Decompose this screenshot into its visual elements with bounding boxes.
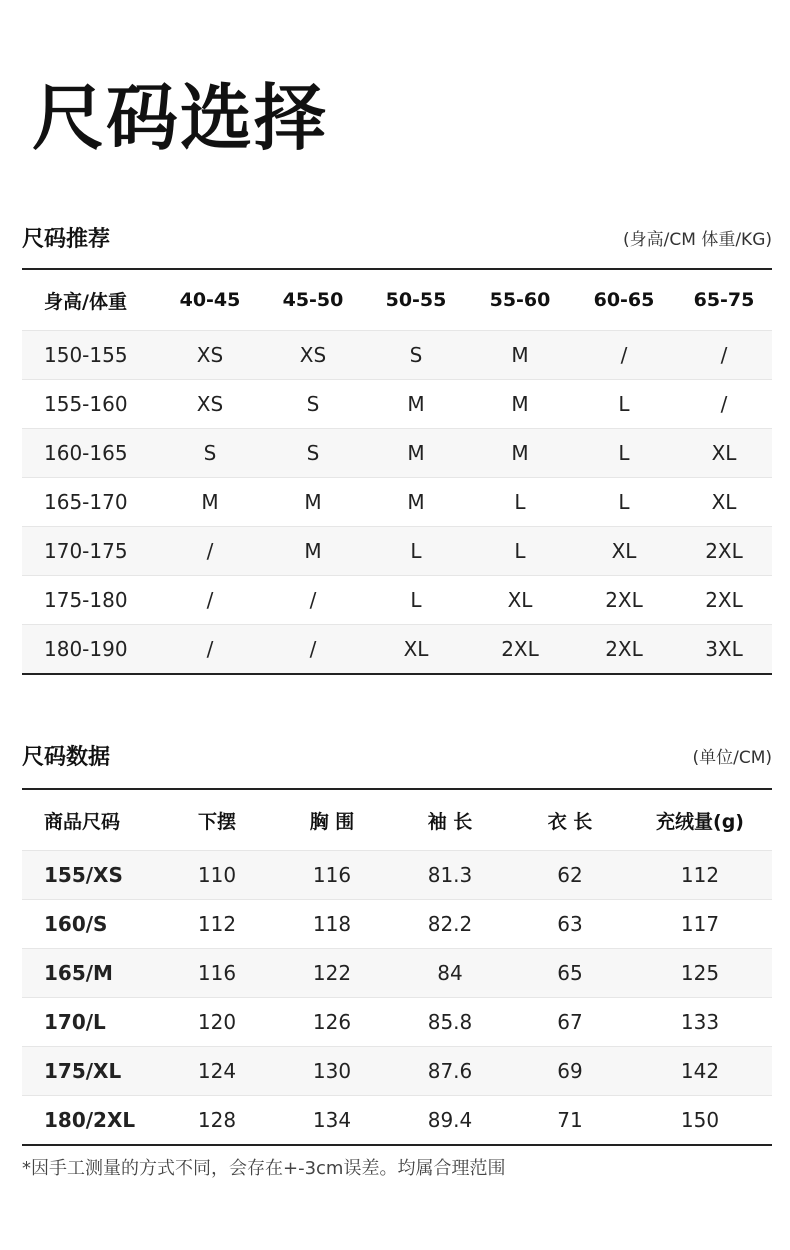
table-cell: S (262, 429, 364, 478)
table-cell: M (468, 429, 572, 478)
table-cell: L (364, 576, 468, 625)
measurement-footnote: *因手工测量的方式不同，会存在+-3cm误差。均属合理范围 (22, 1158, 506, 1179)
column-header: 60-65 (593, 289, 655, 311)
table-cell: 112 (158, 900, 276, 949)
table-cell: 116 (276, 851, 388, 900)
table-cell: 125 (628, 949, 772, 998)
table-cell: 116 (158, 949, 276, 998)
table-cell: XL (676, 478, 772, 527)
table-row (22, 900, 772, 949)
row-label: 180-190 (22, 625, 158, 675)
column-header: 商品尺码 (44, 810, 121, 833)
table-cell: 65 (512, 949, 628, 998)
row-label: 160/S (22, 900, 158, 949)
table-cell: 122 (276, 949, 388, 998)
row-label: 155-160 (22, 380, 158, 429)
row-label: 170-175 (22, 527, 158, 576)
row-label: 180/2XL (22, 1096, 158, 1146)
table-cell: 112 (628, 851, 772, 900)
table-cell: M (364, 429, 468, 478)
size-recommend-table (22, 268, 772, 675)
table-cell: 128 (158, 1096, 276, 1146)
table-cell: M (262, 527, 364, 576)
row-label: 175/XL (22, 1047, 158, 1096)
table-cell: 69 (512, 1047, 628, 1096)
table-cell: S (364, 331, 468, 380)
table-cell: / (676, 331, 772, 380)
table-cell: 130 (276, 1047, 388, 1096)
table-cell: 118 (276, 900, 388, 949)
table-cell: 67 (512, 998, 628, 1047)
size-data-table (22, 788, 772, 1146)
recommend-heading: 尺码推荐 (22, 227, 111, 252)
table-cell: 2XL (468, 625, 572, 675)
table-cell: XL (468, 576, 572, 625)
column-header: 胸 围 (309, 810, 355, 833)
column-header: 袖 长 (427, 810, 473, 833)
page-title: 尺码选择 (32, 76, 329, 160)
table-cell: / (262, 625, 364, 675)
table-cell: L (572, 478, 676, 527)
table-row (22, 1047, 772, 1096)
table-row (22, 527, 772, 576)
table-cell: S (158, 429, 262, 478)
table-row (22, 998, 772, 1047)
column-header: 下摆 (197, 810, 236, 833)
table-cell: 2XL (676, 576, 772, 625)
table-cell: M (468, 380, 572, 429)
table-cell: XS (158, 331, 262, 380)
table-cell: 84 (388, 949, 512, 998)
table-cell: 85.8 (388, 998, 512, 1047)
table-cell: 126 (276, 998, 388, 1047)
table-cell: 63 (512, 900, 628, 949)
table-cell: XL (676, 429, 772, 478)
column-header: 衣 长 (547, 810, 593, 833)
table-cell: 87.6 (388, 1047, 512, 1096)
table-row (22, 576, 772, 625)
row-label: 155/XS (22, 851, 158, 900)
row-label: 175-180 (22, 576, 158, 625)
table-cell: 2XL (572, 576, 676, 625)
table-cell: 150 (628, 1096, 772, 1146)
table-cell: / (572, 331, 676, 380)
column-header: 55-60 (489, 289, 551, 311)
recommend-unit: (身高/CM 体重/KG) (623, 230, 772, 250)
column-header: 充绒量(g) (656, 810, 744, 833)
table-row (22, 478, 772, 527)
table-cell: 62 (512, 851, 628, 900)
size-data-unit: (单位/CM) (692, 748, 772, 768)
table-cell: 120 (158, 998, 276, 1047)
table-cell: L (468, 527, 572, 576)
table-cell: XL (364, 625, 468, 675)
table-row (22, 625, 772, 675)
table-cell: / (676, 380, 772, 429)
table-cell: 134 (276, 1096, 388, 1146)
column-header: 65-75 (693, 289, 755, 311)
table-cell: 81.3 (388, 851, 512, 900)
table-cell: 117 (628, 900, 772, 949)
table-cell: L (468, 478, 572, 527)
table-cell: 110 (158, 851, 276, 900)
table-row (22, 380, 772, 429)
size-data-heading: 尺码数据 (22, 745, 111, 770)
table-row (22, 851, 772, 900)
table-cell: 142 (628, 1047, 772, 1096)
table-cell: / (158, 576, 262, 625)
table-cell: 71 (512, 1096, 628, 1146)
table-cell: L (364, 527, 468, 576)
row-label: 170/L (22, 998, 158, 1047)
row-label: 150-155 (22, 331, 158, 380)
table-cell: M (364, 380, 468, 429)
size-data-section-header (22, 740, 772, 776)
table-header-row (22, 789, 772, 851)
row-label: 160-165 (22, 429, 158, 478)
table-cell: XS (262, 331, 364, 380)
table-cell: 89.4 (388, 1096, 512, 1146)
table-cell: S (262, 380, 364, 429)
table-row (22, 429, 772, 478)
column-header: 50-55 (385, 289, 447, 311)
column-header: 40-45 (179, 289, 241, 311)
row-label: 165-170 (22, 478, 158, 527)
table-cell: 82.2 (388, 900, 512, 949)
table-cell: 133 (628, 998, 772, 1047)
table-cell: 2XL (676, 527, 772, 576)
table-cell: / (158, 625, 262, 675)
table-cell: XS (158, 380, 262, 429)
column-header: 身高/体重 (44, 290, 127, 313)
recommend-section-header (22, 222, 772, 258)
column-header: 45-50 (282, 289, 344, 311)
table-row (22, 1096, 772, 1146)
table-cell: M (158, 478, 262, 527)
table-cell: 3XL (676, 625, 772, 675)
table-row (22, 331, 772, 380)
table-cell: / (158, 527, 262, 576)
table-cell: 124 (158, 1047, 276, 1096)
table-cell: 2XL (572, 625, 676, 675)
table-cell: M (262, 478, 364, 527)
table-cell: / (262, 576, 364, 625)
table-cell: L (572, 429, 676, 478)
row-label: 165/M (22, 949, 158, 998)
table-header-row (22, 269, 772, 331)
table-cell: M (468, 331, 572, 380)
table-cell: L (572, 380, 676, 429)
table-row (22, 949, 772, 998)
table-cell: M (364, 478, 468, 527)
table-cell: XL (572, 527, 676, 576)
